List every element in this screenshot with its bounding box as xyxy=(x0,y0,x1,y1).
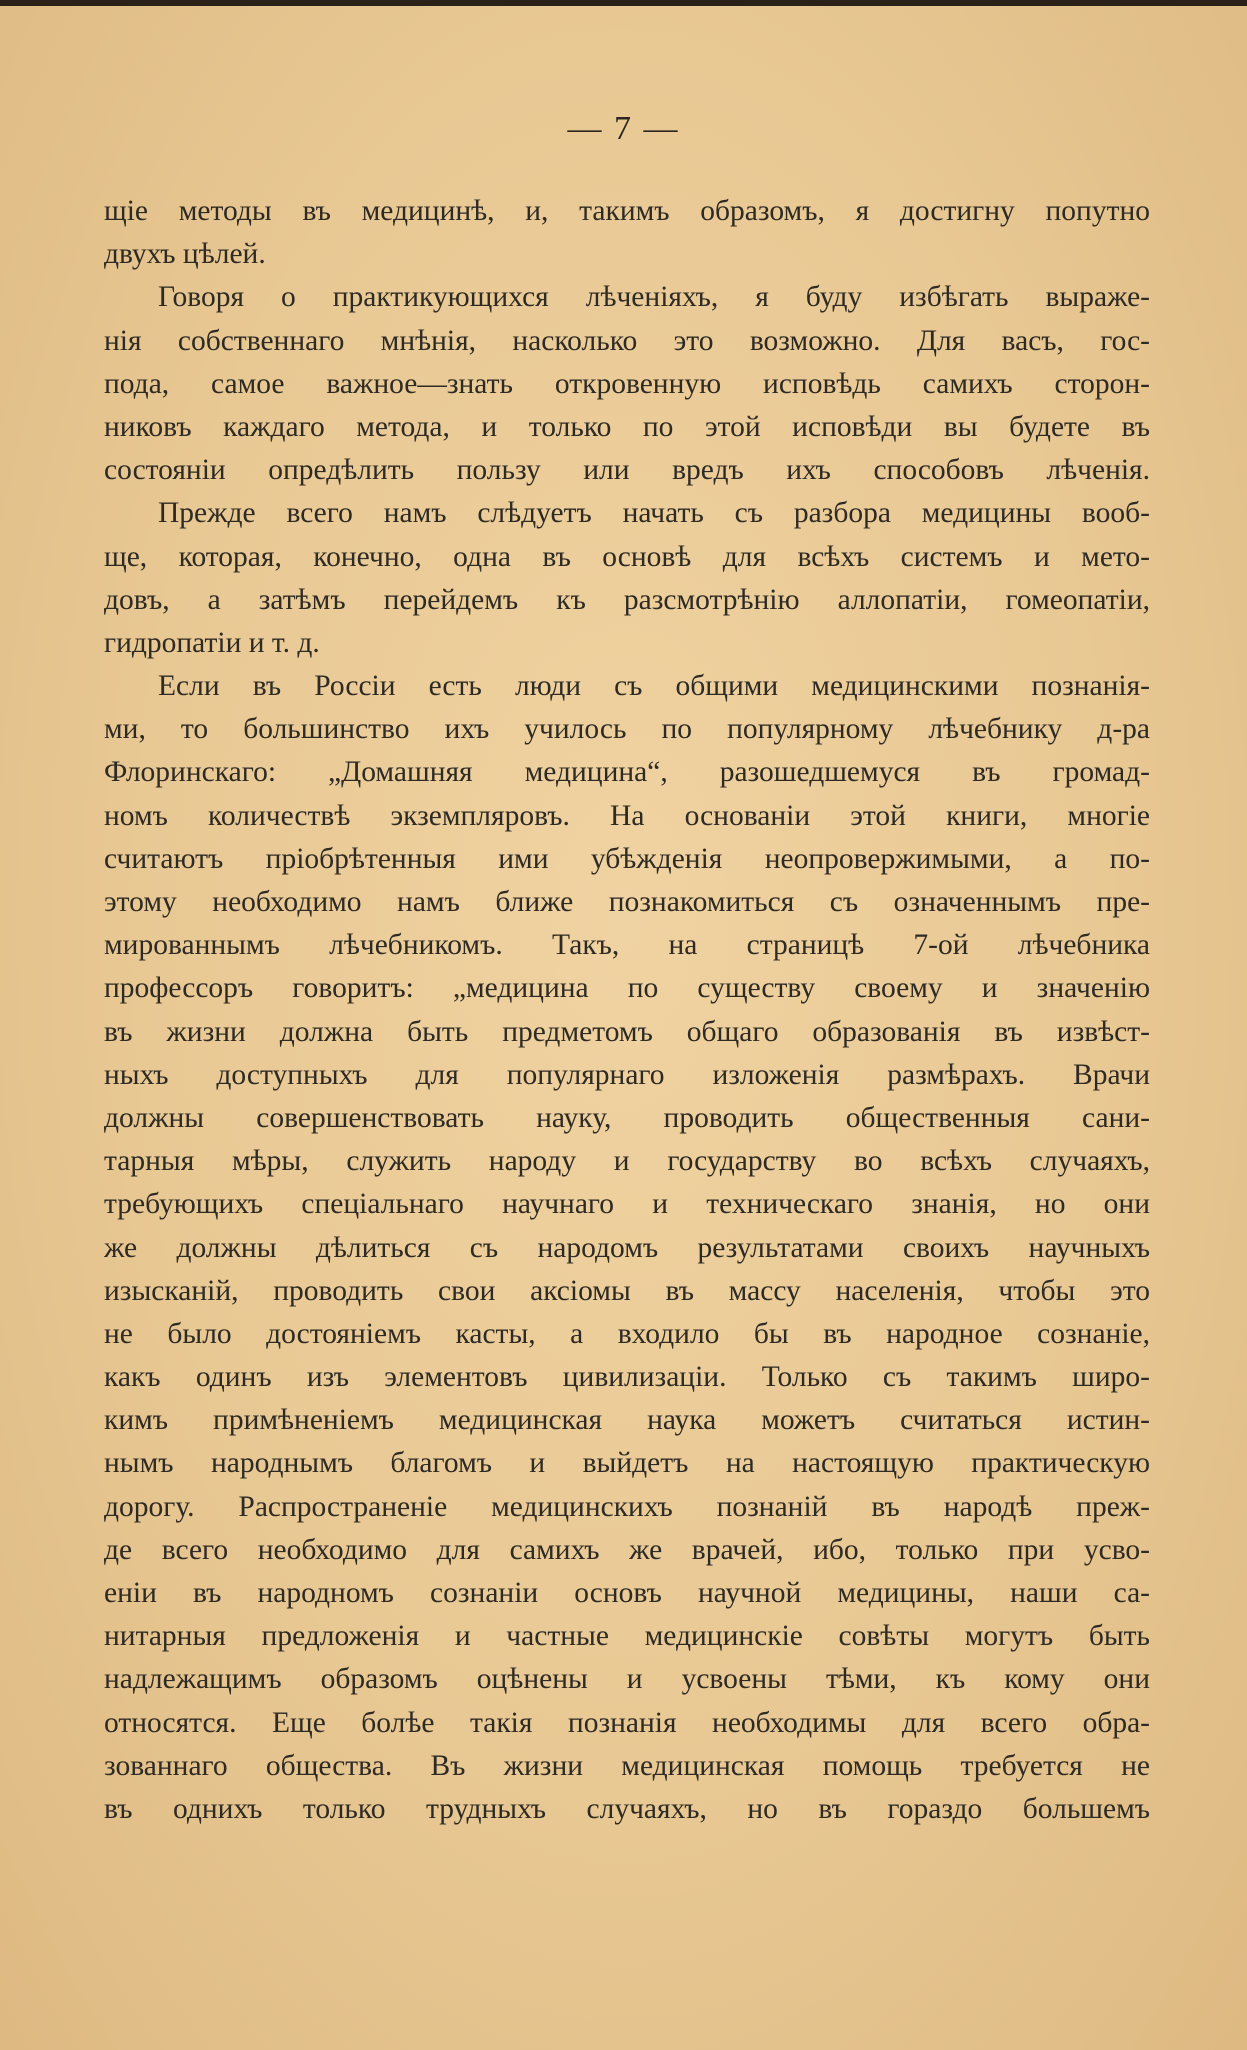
text-line: нымъ народнымъ благомъ и выйдетъ на настоящую практическую xyxy=(104,1447,1150,1480)
text-line: никовъ каждаго метода, и только по этой исповѣди вы будете въ xyxy=(104,410,1150,443)
text-line: въ жизни должна быть предметомъ общаго образованія въ извѣст- xyxy=(104,1015,1150,1048)
text-line: же должны дѣлиться съ народомъ результатами своихъ научныхъ xyxy=(104,1231,1150,1264)
text-line: считаютъ пріобрѣтенныя ими убѣжденія неопровержимыми, а по- xyxy=(104,842,1150,875)
text-line: довъ, а затѣмъ перейдемъ къ разсмотрѣнію аллопатіи, гомеопатіи, xyxy=(104,583,1150,616)
text-line: тарныя мѣры, служить народу и государству во всѣхъ случаяхъ, xyxy=(104,1145,1150,1178)
text-line: какъ одинъ изъ элементовъ цивилизаціи. Только съ такимъ широ- xyxy=(104,1361,1150,1394)
text-line: щіе методы въ медицинѣ, и, такимъ образомъ, я достигну попутно xyxy=(104,195,1150,227)
text-line: профессоръ говоритъ: „медицина по существу своему и значенію xyxy=(104,972,1150,1005)
text-line: кимъ примѣненіемъ медицинская наука можетъ считаться истин- xyxy=(104,1404,1150,1437)
paragraph-first-line: Прежде всего намъ слѣдуетъ начать съ разбора медицины вооб- xyxy=(158,497,1150,530)
text-line: ще, которая, конечно, одна въ основѣ для всѣхъ системъ и мето- xyxy=(104,540,1150,573)
text-line: не было достояніемъ касты, а входило бы въ народное сознаніе, xyxy=(104,1317,1150,1350)
text-line: номъ количествѣ экземпляровъ. На основаніи этой книги, многіе xyxy=(104,799,1150,832)
text-line: нія собственнаго мнѣнія, насколько это возможно. Для васъ, гос- xyxy=(104,324,1150,357)
text-line: мированнымъ лѣчебникомъ. Такъ, на страницѣ 7-ой лѣчебника xyxy=(104,929,1150,962)
paragraph-first-line: Если въ Россіи есть люди съ общими медицинскими познанія- xyxy=(158,670,1150,703)
text-line: еніи въ народномъ сознаніи основъ научной медицины, наши са- xyxy=(104,1577,1150,1609)
paragraph-first-line: Говоря о практикующихся лѣченіяхъ, я буду избѣгать выраже- xyxy=(158,281,1150,314)
text-line: зованнаго общества. Въ жизни медицинская помощь требуется не xyxy=(104,1749,1150,1782)
body-text xyxy=(104,190,1150,1831)
text-line: этому необходимо намъ ближе познакомиться съ означеннымъ пре- xyxy=(104,886,1150,918)
page-number: — 7 — xyxy=(567,110,680,147)
text-line: де всего необходимо для самихъ же врачей, ибо, только при усво- xyxy=(104,1533,1150,1566)
text-line: гидропатіи и т. д. xyxy=(104,626,320,659)
text-line: пода, самое важное—знать откровенную исповѣдь самихъ сторон- xyxy=(104,367,1150,400)
text-line: дорогу. Распространеніе медицинскихъ познаній въ народѣ преж- xyxy=(104,1490,1150,1523)
text-line: состояніи опредѣлить пользу или вредъ ихъ способовъ лѣченія. xyxy=(104,454,1150,487)
text-line: въ однихъ только трудныхъ случаяхъ, но въ гораздо большемъ xyxy=(104,1792,1150,1825)
text-line: Флоринскаго: „Домашняя медицина“, разошедшемуся въ громад- xyxy=(104,756,1150,789)
text-line: нитарныя предложенія и частные медицинскіе совѣты могутъ быть xyxy=(104,1620,1150,1653)
text-line: относятся. Еще болѣе такія познанія необходимы для всего обра- xyxy=(104,1706,1150,1739)
text-line: должны совершенствовать науку, проводить общественныя сани- xyxy=(104,1101,1150,1134)
text-line: требующихъ спеціальнаго научнаго и техническаго знанія, но они xyxy=(104,1188,1150,1221)
text-line: двухъ цѣлей. xyxy=(104,238,266,271)
page-top-edge xyxy=(0,0,1247,6)
text-line: ми, то большинство ихъ училось по популярному лѣчебнику д-ра xyxy=(104,713,1150,746)
text-line: ныхъ доступныхъ для популярнаго изложенія размѣрахъ. Врачи xyxy=(104,1058,1150,1091)
text-line: изысканій, проводить свои аксіомы въ массу населенія, чтобы это xyxy=(104,1274,1150,1307)
text-line: надлежащимъ образомъ оцѣнены и усвоены тѣми, къ кому они xyxy=(104,1663,1150,1696)
